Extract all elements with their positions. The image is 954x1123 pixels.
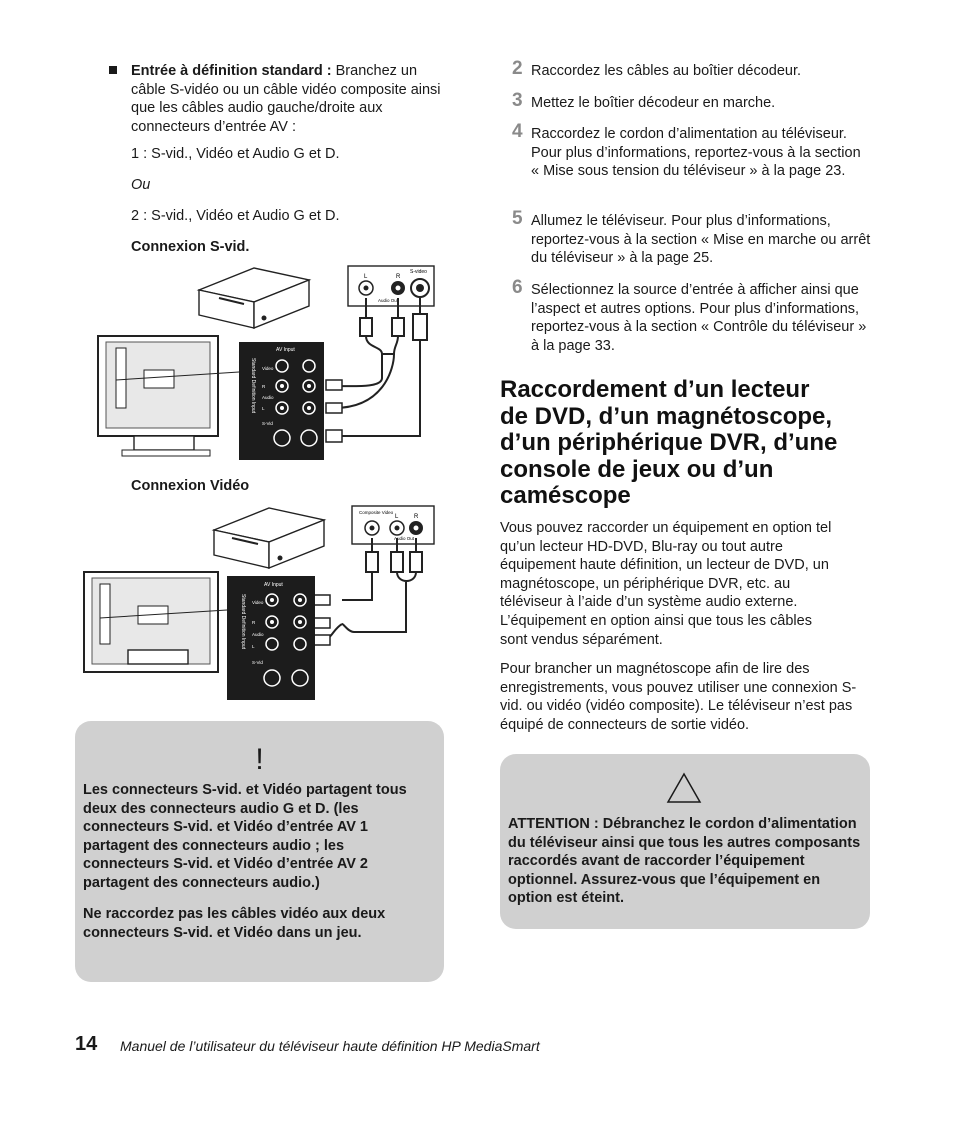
panel-label-video: Video: [262, 366, 274, 371]
dec-label-composite: Composite Video: [359, 510, 394, 515]
step-number: 2: [512, 58, 523, 79]
step-number: 3: [512, 90, 523, 111]
note-paragraph-1: Les connecteurs S-vid. et Vidéo partagent tous deux des connecteurs audio G et D. (les connecteurs S-vid. et Vidéo d’entrée AV 1 partagent des connecteurs audio ; les connecteurs S-vid. et Vidéo d’entrée AV 2 partagent des connecteurs audio.): [83, 782, 407, 891]
panel-label-l: L: [262, 406, 265, 411]
heading-line: de DVD, d’un magnétoscope,: [500, 402, 833, 430]
tv-back: [98, 336, 239, 456]
page-number: 14: [75, 1033, 98, 1055]
panel-label-r: R: [252, 620, 256, 625]
av-input-title: AV Input: [276, 347, 295, 353]
bullet-marker: [109, 66, 117, 74]
svid-connection-diagram: [94, 258, 444, 468]
set-top-box: [214, 508, 324, 568]
section-paragraph-1: Vous pouvez raccorder un équipement en option tel qu’un lecteur HD-DVD, Blu-ray ou tout autre équipement haute définition, un lecteur de DVD, un magnétoscope, un périphérique DVR, etc. au téléviseur à l’aide d’un système audio externe. L’équipement en option ainsi que tous les câbles sont vendus séparément.: [500, 520, 832, 648]
footer-title: Manuel de l’utilisateur du téléviseur haute définition HP MediaSmart: [120, 1038, 540, 1054]
step-number: 6: [512, 277, 523, 298]
dec-label-l: L: [395, 514, 399, 520]
panel-label-audio: Audio: [262, 395, 274, 400]
step-text: Allumez le téléviseur. Pour plus d’informations, reportez-vous à la section « Mise en marche ou arrêt du téléviseur » à la page 25.: [531, 213, 871, 267]
step-text: Raccordez les câbles au boîtier décodeur.: [531, 63, 802, 79]
or-text: Ou: [131, 177, 151, 193]
heading-line: Raccordement d’un lecteur: [500, 376, 810, 403]
panel-label-video: Video: [252, 600, 264, 605]
step-number: 5: [512, 208, 523, 229]
dec-audio-out: Audio Out: [378, 298, 399, 303]
panel-side-label: Standard Definition Input: [240, 594, 246, 650]
panel-label-audio: Audio: [252, 632, 264, 637]
step-text: Raccordez le cordon d’alimentation au téléviseur. Pour plus d’informations, reportez-vous à la section « Mise sous tension du téléviseur » à la page 23.: [531, 126, 861, 180]
panel-label-svid: S-Vid: [262, 421, 273, 426]
panel-side-label: Standard Definition Input: [250, 358, 256, 414]
section-heading: [500, 377, 880, 510]
warning-text: ATTENTION : Débranchez le cordon d’alimentation du téléviseur ainsi que tous les autres composants raccordés avant de raccorder l’équipement optionnel. Assurez-vous que l’équipement en option est éteint.: [508, 816, 861, 907]
dec-label-l: L: [364, 274, 368, 280]
exclamation-icon: !: [255, 743, 264, 776]
panel-label-svid: S-Vid: [252, 660, 263, 665]
step-text: Sélectionnez la source d’entrée à afficher ainsi que l’aspect et autres options. Pour plus d’informations, reportez-vous à la section « Contrôle du téléviseur » à la page 33.: [531, 282, 867, 354]
video-connection-diagram: [82, 500, 437, 705]
bullet-body-text: Branchez un câble S-vidéo ou un câble vidéo composite ainsi que les câbles audio gauche/droite aux connecteurs d’entrée AV :: [131, 63, 441, 135]
set-top-box: [199, 268, 309, 328]
tv-back: [84, 572, 227, 672]
panel-label-r: R: [262, 384, 266, 389]
av-input-title: AV Input: [264, 582, 283, 588]
note-paragraph-2: Ne raccordez pas les câbles vidéo aux deux connecteurs S-vid. et Vidéo dans un jeu.: [83, 906, 386, 941]
triangle-warning-icon: [666, 772, 702, 804]
bullet-bold-text: Entrée à définition standard :: [131, 63, 332, 79]
heading-line: caméscope: [500, 482, 631, 509]
panel-label-l: L: [252, 644, 255, 649]
heading-line: console de jeux ou d’un: [500, 455, 774, 483]
video-heading: Connexion Vidéo: [131, 478, 250, 494]
warning-box: [500, 754, 870, 929]
svid-heading: Connexion S-vid.: [131, 239, 250, 255]
section-paragraph-2: Pour brancher un magnétoscope afin de lire des enregistrements, vous pouvez utiliser une connexion S-vid. ou vidéo (vidéo composite). Le téléviseur n’est pas équipé de connecteurs de sortie vidéo.: [500, 661, 857, 733]
option-1: 1 : S-vid., Vidéo et Audio G et D.: [131, 146, 340, 162]
step-text: Mettez le boîtier décodeur en marche.: [531, 95, 776, 111]
dec-label-r: R: [414, 514, 419, 520]
dec-label-svideo: S-video: [410, 269, 427, 275]
heading-line: d’un périphérique DVR, d’une: [500, 429, 838, 456]
note-box: [75, 721, 444, 982]
option-2: 2 : S-vid., Vidéo et Audio G et D.: [131, 208, 340, 224]
bullet-paragraph: [131, 62, 446, 136]
step-number: 4: [512, 121, 523, 142]
dec-label-r: R: [396, 274, 401, 280]
dec-audio-out: Audio Out: [394, 536, 415, 541]
